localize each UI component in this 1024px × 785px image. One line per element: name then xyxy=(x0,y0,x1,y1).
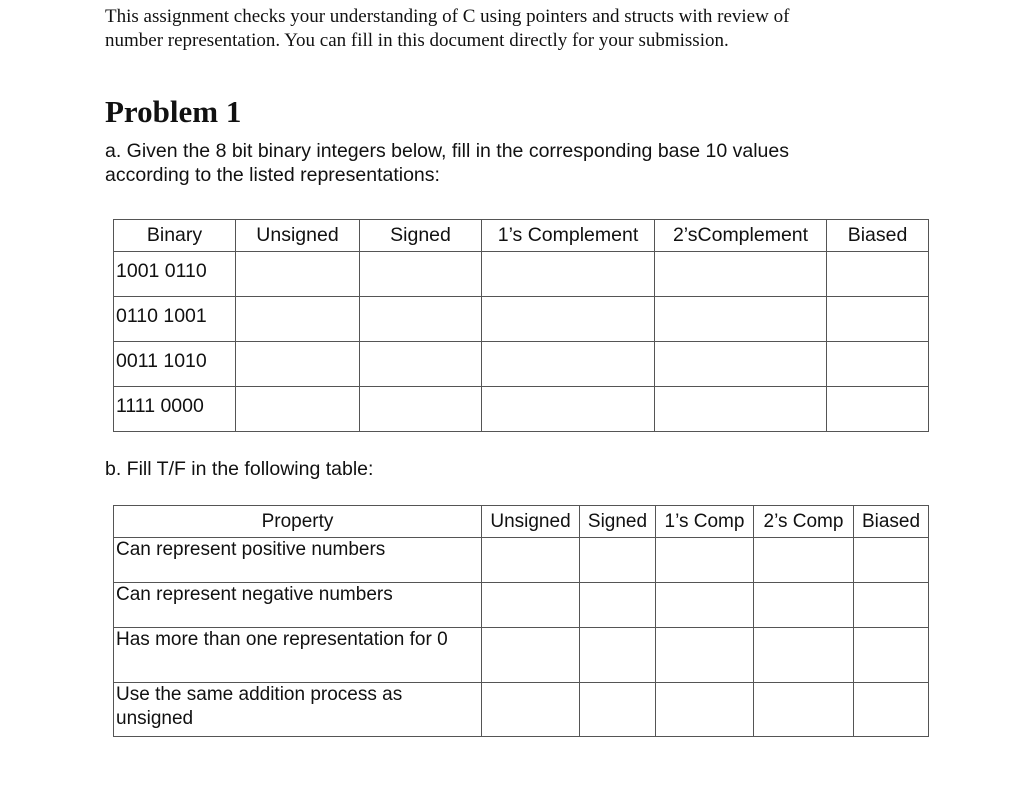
header-twos-complement: 2’sComplement xyxy=(655,220,827,252)
answer-cell[interactable] xyxy=(360,342,482,387)
problem-title: Problem 1 xyxy=(105,94,242,129)
table-row xyxy=(114,583,929,628)
header-unsigned: Unsigned xyxy=(236,220,360,252)
tf-cell[interactable] xyxy=(580,583,656,628)
tf-cell[interactable] xyxy=(656,583,754,628)
table-row xyxy=(114,538,929,583)
answer-cell[interactable] xyxy=(827,297,929,342)
tf-cell[interactable] xyxy=(854,538,929,583)
header-binary: Binary xyxy=(114,220,236,252)
answer-cell[interactable] xyxy=(827,252,929,297)
tf-cell[interactable] xyxy=(482,583,580,628)
answer-cell[interactable] xyxy=(482,387,655,432)
header-biased: Biased xyxy=(827,220,929,252)
answer-cell[interactable] xyxy=(236,297,360,342)
table-header-row xyxy=(114,220,929,252)
answer-cell[interactable] xyxy=(482,342,655,387)
tf-cell[interactable] xyxy=(854,628,929,683)
header-ones-complement: 1’s Complement xyxy=(482,220,655,252)
tf-cell[interactable] xyxy=(482,628,580,683)
property-tf-table xyxy=(113,505,929,737)
tf-cell[interactable] xyxy=(854,583,929,628)
table-header-row xyxy=(114,506,929,538)
binary-value: 0011 1010 xyxy=(114,342,236,387)
tf-cell[interactable] xyxy=(754,538,854,583)
header-signed: Signed xyxy=(360,220,482,252)
table-row xyxy=(114,387,929,432)
answer-cell[interactable] xyxy=(655,342,827,387)
property-label: Can represent negative numbers xyxy=(114,583,482,628)
answer-cell[interactable] xyxy=(360,252,482,297)
part-a-line-2: according to the listed representations: xyxy=(105,164,440,186)
part-a-line-1: a. Given the 8 bit binary integers below, fill in the corresponding base 10 values xyxy=(105,140,789,162)
header-twos-comp: 2’s Comp xyxy=(754,506,854,538)
intro-line-2: number representation. You can fill in this document directly for your submission. xyxy=(105,30,729,51)
answer-cell[interactable] xyxy=(236,387,360,432)
table-row xyxy=(114,297,929,342)
answer-cell[interactable] xyxy=(482,252,655,297)
tf-cell[interactable] xyxy=(482,683,580,737)
answer-cell[interactable] xyxy=(360,297,482,342)
header-unsigned: Unsigned xyxy=(482,506,580,538)
answer-cell[interactable] xyxy=(236,342,360,387)
binary-value: 1001 0110 xyxy=(114,252,236,297)
tf-cell[interactable] xyxy=(580,628,656,683)
header-signed: Signed xyxy=(580,506,656,538)
tf-cell[interactable] xyxy=(754,683,854,737)
tf-cell[interactable] xyxy=(580,683,656,737)
answer-cell[interactable] xyxy=(827,387,929,432)
tf-cell[interactable] xyxy=(854,683,929,737)
table-row xyxy=(114,342,929,387)
header-biased: Biased xyxy=(854,506,929,538)
tf-cell[interactable] xyxy=(656,683,754,737)
property-label: Can represent positive numbers xyxy=(114,538,482,583)
tf-cell[interactable] xyxy=(656,628,754,683)
binary-conversion-table xyxy=(113,219,929,432)
header-ones-comp: 1’s Comp xyxy=(656,506,754,538)
table-row xyxy=(114,628,929,683)
tf-cell[interactable] xyxy=(482,538,580,583)
tf-cell[interactable] xyxy=(580,538,656,583)
answer-cell[interactable] xyxy=(360,387,482,432)
answer-cell[interactable] xyxy=(827,342,929,387)
intro-paragraph xyxy=(105,5,905,53)
answer-cell[interactable] xyxy=(655,297,827,342)
property-label: Has more than one representation for 0 xyxy=(114,628,482,683)
part-a-instructions xyxy=(105,139,925,187)
answer-cell[interactable] xyxy=(482,297,655,342)
part-b-instructions: b. Fill T/F in the following table: xyxy=(105,458,374,480)
answer-cell[interactable] xyxy=(236,252,360,297)
tf-cell[interactable] xyxy=(656,538,754,583)
header-property: Property xyxy=(114,506,482,538)
binary-value: 0110 1001 xyxy=(114,297,236,342)
property-label: Use the same addition process as unsigned xyxy=(114,683,482,737)
intro-line-1: This assignment checks your understanding of C using pointers and structs with review of xyxy=(105,6,790,27)
tf-cell[interactable] xyxy=(754,583,854,628)
answer-cell[interactable] xyxy=(655,252,827,297)
answer-cell[interactable] xyxy=(655,387,827,432)
binary-value: 1111 0000 xyxy=(114,387,236,432)
table-row xyxy=(114,252,929,297)
table-row xyxy=(114,683,929,737)
tf-cell[interactable] xyxy=(754,628,854,683)
